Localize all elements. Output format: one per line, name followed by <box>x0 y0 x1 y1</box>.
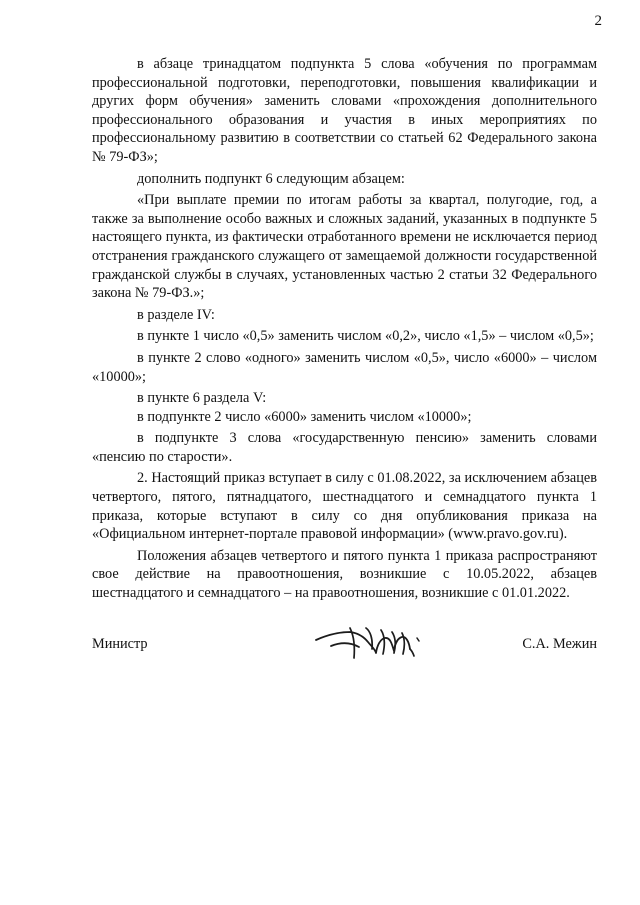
paragraph-vstuplenie-v-silu: 2. Настоящий приказ вступает в силу с 01.08.2022, за исключением абзацев четвертого, пятого, пятнадцатого, шестнадцатого и семнадцатого пункта 1 приказа, которые вступают в силу со дня опубликования приказа на «Официальном интернет-портале правовой информации» (www.pravo.gov.ru). <box>92 470 597 543</box>
signature-title: Министр <box>92 636 148 652</box>
paragraph-punkt-6-razdel-5: в пункте 6 раздела V: <box>137 390 267 407</box>
signature-block <box>92 616 597 666</box>
document-body <box>92 55 597 603</box>
paragraph-polozheniya: Положения абзацев четвертого и пятого пункта 1 приказа распространяют свое действие на правоотношения, возникшие с 10.05.2022, абзацев шестнадцатого и семнадцатого – на правоотношения, возникшие с 01.01.2022. <box>92 547 597 602</box>
paragraph-podpunkt-2: в подпункте 2 число «6000» заменить числом «10000»; <box>137 408 472 425</box>
paragraph-podpunkt-3: в подпункте 3 слова «государственную пенсию» заменить словами «пенсию по старости». <box>92 430 597 465</box>
page-number: 2 <box>594 13 602 29</box>
paragraph-premia-abzac: «При выплате премии по итогам работы за квартал, полугодие, год, а также за выполнение особо важных и сложных заданий, указанных в подпункте 5 настоящего пункта, из фактически отработанного времени не исключается период отстранения гражданского служащего от замещаемой должности государственной гражданской службы в случаях, установленных частью 2 статьи 32 Федерального закона № 79-ФЗ.»; <box>92 192 597 302</box>
signature-name: С.А. Межин <box>522 636 597 652</box>
paragraph-punkt-1: в пункте 1 число «0,5» заменить числом «0,2», число «1,5» – числом «0,5»; <box>137 328 594 345</box>
paragraph-punkt-2: в пункте 2 слово «одного» заменить числом «0,5», число «6000» – числом «10000»; <box>92 349 597 385</box>
paragraph-razdel-4: в разделе IV: <box>137 306 215 323</box>
handwritten-signature <box>306 618 426 668</box>
paragraph-abzac-13: в абзаце тринадцатом подпункта 5 слова «обучения по программам профессиональной подготовки, переподготовки, повышения квалификации и других форм обучения» заменить словами «прохождения дополнительного профессионального образования и участия в иных мероприятиях по профессиональному развитию в соответствии со статьей 62 Федерального закона № 79-ФЗ»; <box>92 56 597 165</box>
paragraph-dopolnit-podpunkt-6: дополнить подпункт 6 следующим абзацем: <box>137 170 405 187</box>
